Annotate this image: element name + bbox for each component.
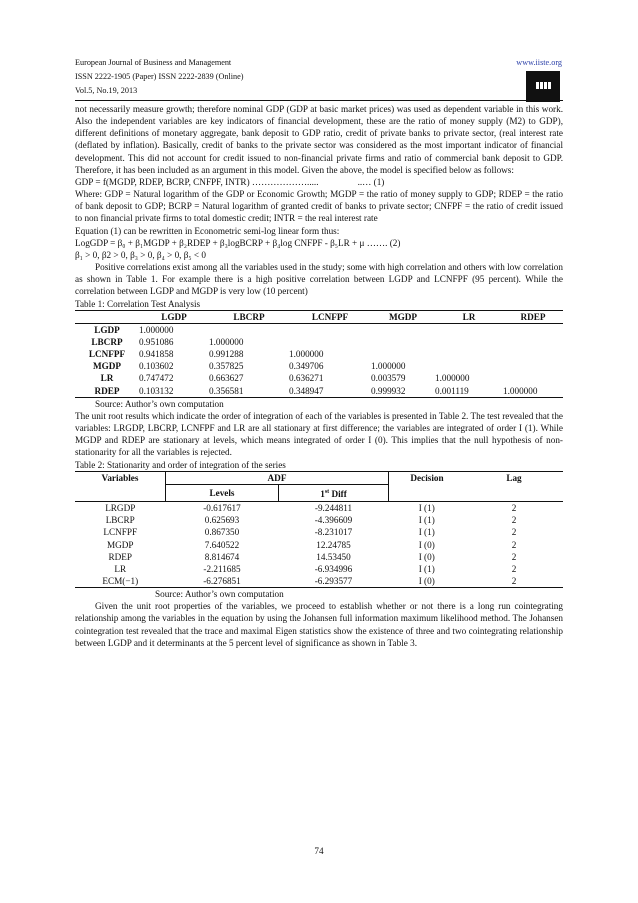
- table1-cell: 0.941858: [139, 349, 174, 360]
- table2-cell: -6.293577: [314, 576, 353, 586]
- table1-cell: [435, 348, 503, 360]
- header-rule: [75, 100, 563, 101]
- table1-row-label: RDEP: [94, 385, 120, 396]
- correlation-table: [75, 310, 563, 398]
- journal-url-link[interactable]: www.iiste.org: [516, 58, 562, 67]
- table1-cell: [503, 336, 563, 348]
- table1-cell: [435, 336, 503, 348]
- paragraph-cointegration: Given the unit root properties of the variables, we proceed to establish whether or not there is a long run cointegrating relationship among the variables in the equation by using the Johansen full information maximum likelihood method. The Johansen cointegration test revealed that the trace and maximal Eigen statistics show the existence of three and two cointegrating relationship between LGDP and it determinants at the 5 percent level of significance as shown in Table 3.: [75, 601, 563, 648]
- table2-cell: -8.231017: [314, 527, 353, 538]
- table2-row: [75, 502, 563, 515]
- table2-cell: -0.617617: [203, 503, 241, 514]
- equation-intro: Equation (1) can be rewritten in Econometric semi-log linear form thus:: [75, 225, 340, 236]
- table1-header-cell: LGDP: [161, 311, 187, 322]
- table1-header-cell: RDEP: [520, 311, 546, 322]
- table1-cell: 1.000000: [371, 361, 406, 372]
- page-number: 74: [314, 846, 324, 856]
- table2-cell: 7.640522: [204, 539, 240, 550]
- table2-cell: 12.24785: [316, 539, 351, 550]
- table2-cell: I (1): [418, 503, 435, 514]
- table2-cell: I (0): [418, 551, 435, 562]
- table1-cell: 1.000000: [435, 373, 470, 384]
- table1-cell: 0.663627: [209, 373, 244, 384]
- equation-1: GDP = f(MGDP, RDEP, BCRP, CNFPF, INTR) ………………..... ..… (1): [75, 176, 385, 187]
- table1-cell: 0.348947: [289, 385, 324, 396]
- table1-cell: [289, 336, 371, 348]
- table1-row: [75, 348, 563, 360]
- table1-cell: [435, 360, 503, 372]
- table1-row-label: LCNFPF: [88, 349, 126, 360]
- table2-cell: -9.244811: [314, 503, 353, 514]
- table1-cell: 1.000000: [289, 349, 324, 360]
- table1-cell: [371, 348, 435, 360]
- table1-cell: [503, 323, 563, 336]
- table2-cell: -6.276851: [203, 576, 241, 586]
- table2-row-label: MGDP: [106, 539, 134, 550]
- table1-cell: 0.001119: [435, 385, 469, 396]
- table2-row-label: RDEP: [108, 551, 132, 562]
- table2-header-lag: Lag: [506, 472, 522, 483]
- table2-row-label: LBCRP: [105, 515, 135, 526]
- table2-row: [75, 526, 563, 538]
- table1-row: [75, 323, 563, 336]
- table2-subheader-row: [75, 484, 563, 501]
- table2-row: [75, 514, 563, 526]
- table2-cell: 2: [511, 563, 517, 574]
- table1-cell: [503, 360, 563, 372]
- table2-row-label: LRGDP: [105, 503, 136, 514]
- table2-body: [75, 502, 563, 588]
- table1-row: [75, 385, 563, 398]
- table2-caption: Table 2: Stationarity and order of integration of the series: [75, 459, 286, 470]
- table1-cell: 0.003579: [371, 373, 406, 384]
- table2-cell: 2: [511, 576, 517, 586]
- paragraph-model-intro: not necessarily measure growth; therefore nominal GDP (GDP at basic market prices) was used as dependent variable in this work. Also the independent variables are key indicators of financial development, these are the ratio of money supply (M2) to GDP), different definitions of monetary aggregate, bank deposit to GDP ratio, credit of private banks to private sector, (real interest rate (deflated by inflation). Basically, credit of banks to the private sector was considered as the most important indicator of financial development. This did not account for credit issued to non-financial private firms and ratio of commercial bank deposit to GDP. Therefore, it has been included as an argument in this model. Given the above, the model is specified below as follows:: [75, 104, 563, 175]
- table1-cell: [371, 336, 435, 348]
- table2-cell: I (1): [418, 515, 435, 526]
- table2-row-label: LCNFPF: [103, 527, 138, 538]
- stationarity-table: [75, 471, 563, 588]
- table2-cell: 2: [511, 515, 517, 526]
- table2-cell: -6.934996: [314, 563, 353, 574]
- table2-cell: 2: [511, 551, 517, 562]
- table2-source: Source: Author’s own computation: [155, 589, 284, 600]
- table2-cell: -2.211685: [203, 563, 241, 574]
- table1-cell: 1.000000: [503, 385, 538, 396]
- table2-header-levels: Levels: [166, 484, 279, 501]
- table1-cell: [371, 323, 435, 336]
- table2-row: [75, 575, 563, 588]
- table1-cell: 0.991288: [209, 349, 244, 360]
- table1-cell: 0.103132: [139, 385, 174, 396]
- table2-header-adf: ADF: [166, 471, 389, 484]
- table2-cell: I (1): [418, 563, 435, 574]
- page-body: [75, 103, 563, 649]
- table1-row-label: LBCRP: [91, 336, 123, 347]
- table1-header-cell: LCNFPF: [311, 311, 349, 322]
- table1-header-cell: MGDP: [388, 311, 418, 322]
- table1-cell: [289, 323, 371, 336]
- table1-row: [75, 360, 563, 372]
- table1-cell: 0.999932: [371, 385, 406, 396]
- table1-cell: [209, 323, 289, 336]
- table1-cell: 0.951086: [139, 336, 174, 347]
- iiste-logo: [526, 71, 560, 102]
- table1-row: [75, 336, 563, 348]
- table1-source: Source: Author’s own computation: [95, 398, 224, 409]
- table2-cell: -4.396609: [314, 515, 353, 526]
- table2-cell: 2: [511, 527, 517, 538]
- paragraph-unit-root: The unit root results which indicate the order of integration of each of the variables is presented in Table 2. The test revealed that the variables: LRGDP, LBCRP, LCNFPF and LR are all stationary at first difference; the variables are integrated of order I (1). While MGDP and RDEP are stationary at levels, which means integrated of order I (0). This implies that the null hypothesis of non-stationarity for all the variables is rejected.: [75, 410, 563, 458]
- issn-line: ISSN 2222-1905 (Paper) ISSN 2222-2839 (Online): [75, 72, 244, 81]
- table2-row-label: LR: [114, 563, 127, 574]
- table2-cell: I (0): [418, 576, 435, 586]
- journal-name: European Journal of Business and Management: [75, 58, 232, 67]
- table2-cell: 8.814674: [204, 551, 240, 562]
- variable-definitions: Where: GDP = Natural logarithm of the GDP or Economic Growth; MGDP = the ratio of money supply to GDP; RDEP = the ratio of bank deposit to GDP; BCRP = Natural logarithm of granted credit of banks to private sector; CNFPF = the ratio of credit issued to non financial private firms to total domestic credit; INTR = the real interest rate: [75, 189, 563, 224]
- table1-header-cell: [75, 310, 139, 323]
- table1-row: [75, 372, 563, 384]
- table1-header-row: [75, 310, 563, 323]
- table2-header-decision: Decision: [410, 472, 444, 483]
- table2-row-label: ECM(−1): [102, 576, 139, 586]
- table2-row: [75, 539, 563, 551]
- table2-cell: 14.53450: [316, 551, 351, 562]
- table2-cell: 0.867350: [204, 527, 240, 538]
- table1-cell: [503, 348, 563, 360]
- table1-row-label: MGDP: [92, 361, 122, 372]
- table1-row-label: LGDP: [94, 324, 120, 335]
- table2-row: [75, 551, 563, 563]
- table1-cell: 0.349706: [289, 361, 324, 372]
- table1-body: [75, 323, 563, 397]
- table1-cell: 0.747472: [139, 373, 174, 384]
- volume-line: Vol.5, No.19, 2013: [75, 86, 138, 95]
- equation-2: LogGDP = β₀ + β₁MGDP + β₂RDEP + β₃logBCRP + β₄log CNFPF - β₅LR + μ ……. (2): [75, 237, 401, 248]
- logo-bars-icon: [536, 82, 551, 89]
- table1-header-cell: LR: [462, 311, 476, 322]
- table2-cell: 0.625693: [204, 515, 240, 526]
- table1-cell: 0.356581: [209, 385, 244, 396]
- table2-header-row: [75, 471, 563, 484]
- table2-row: [75, 563, 563, 575]
- table1-cell: 1.000000: [139, 324, 174, 335]
- table1-cell: [503, 372, 563, 384]
- table2-cell: 2: [511, 539, 517, 550]
- table2-cell: 2: [511, 503, 517, 514]
- table1-cell: 1.000000: [209, 336, 244, 347]
- table1-cell: 0.103602: [139, 361, 174, 372]
- table2-header-first-diff: 1st Diff: [279, 484, 389, 501]
- table1-header-cell: LBCRP: [233, 311, 265, 322]
- table2-cell: I (0): [418, 539, 435, 550]
- table1-cell: 0.636271: [289, 373, 324, 384]
- table1-row-label: LR: [100, 373, 114, 384]
- equation-3-restrictions: β₁ > 0, β2 > 0, β₃ > 0, β₄ > 0, β₅ < 0: [75, 249, 206, 260]
- paragraph-correlations: Positive correlations exist among all the variables used in the study; some with high correlation and others with low correlation as shown in Table 1. For example there is a high positive correlation between LGDP and LCNFPF (95 percent). While the correlation between LGDP and MGDP is very low (10 percent): [75, 262, 563, 297]
- table1-cell: 0.357825: [209, 361, 244, 372]
- table1-caption: Table 1: Correlation Test Analysis: [75, 298, 201, 309]
- table2-cell: I (1): [418, 527, 435, 538]
- table1-cell: [435, 323, 503, 336]
- table2-header-variables: Variables: [101, 472, 139, 483]
